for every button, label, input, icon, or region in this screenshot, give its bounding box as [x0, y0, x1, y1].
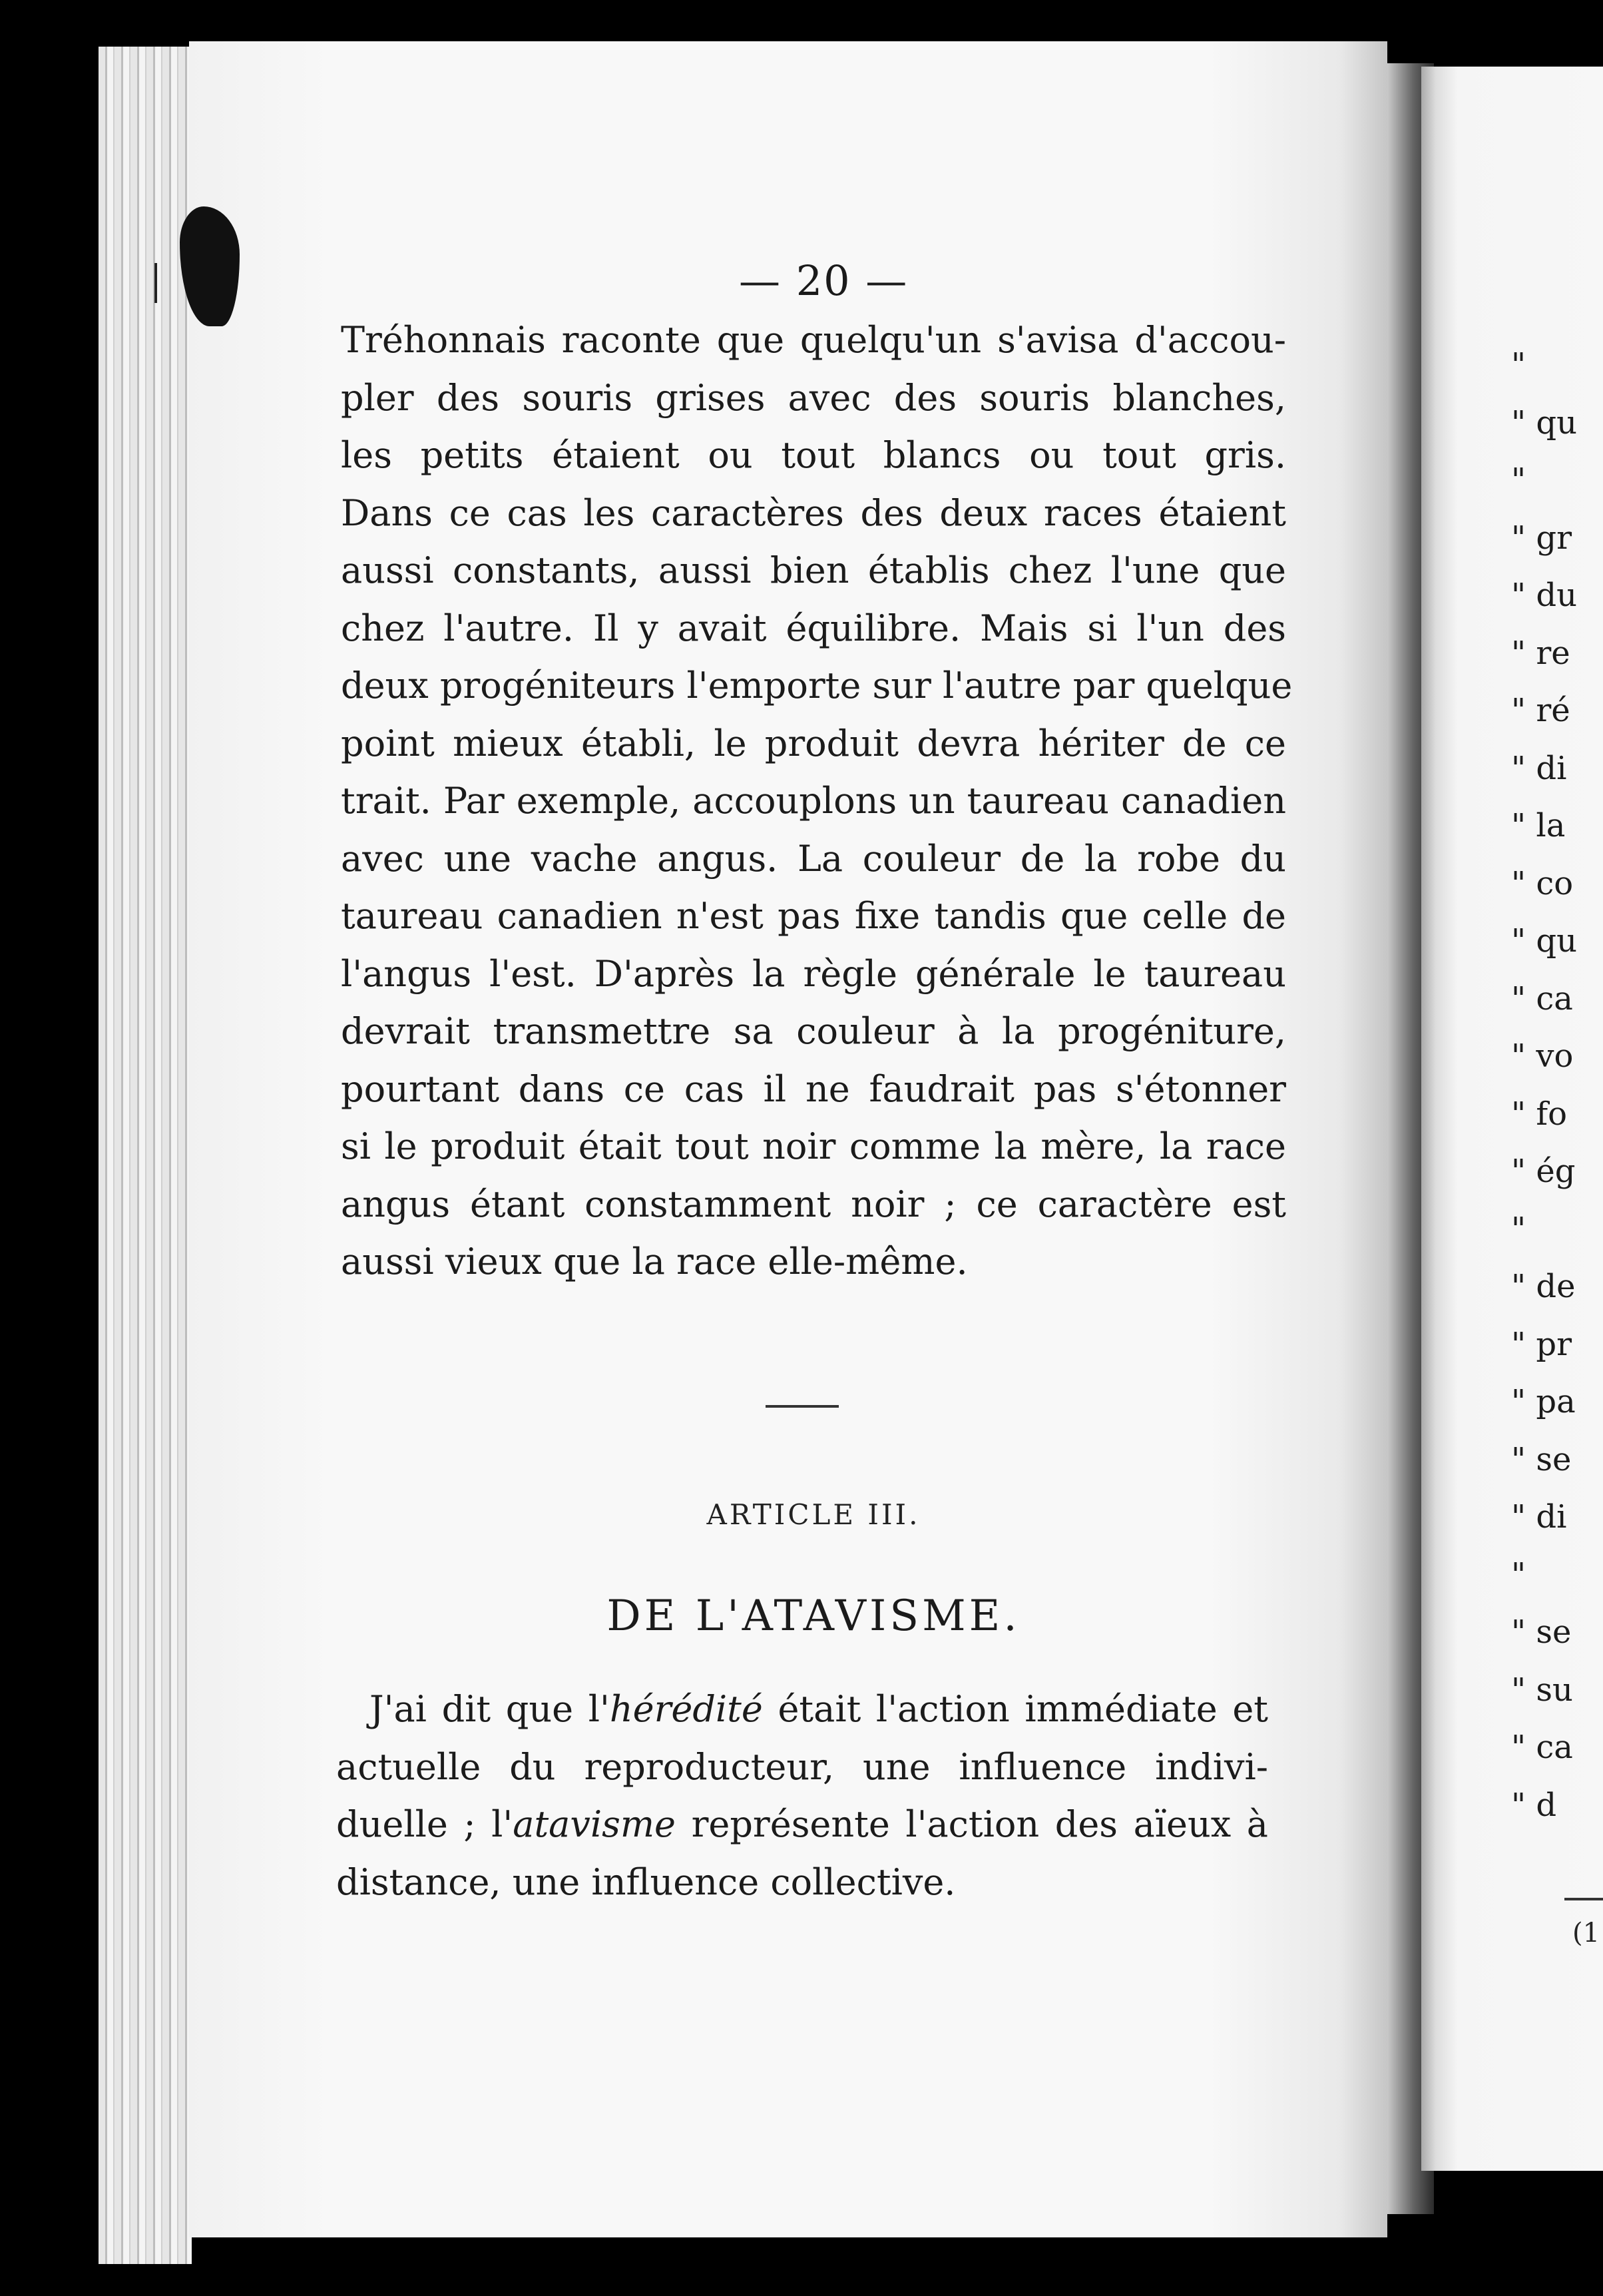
fragment: " di [1511, 1498, 1567, 1536]
text-line: aussi constants, aussi bien établis chez l'une que [341, 549, 1286, 591]
fragment: " ca [1511, 1729, 1573, 1766]
right-page-text [1511, 336, 1603, 1834]
text-line: angus étant constamment noir ; ce caractère est [341, 1183, 1286, 1225]
text-line [336, 1681, 1268, 1739]
fragment: " de [1511, 1268, 1576, 1305]
emphasis-heredite: hérédité [609, 1688, 763, 1730]
fragment: " su [1511, 1671, 1573, 1709]
text-line: trait. Par exemple, accouplons un taureau canadien [341, 780, 1286, 822]
text-line: devrait transmettre sa couleur à la progéniture, [341, 1010, 1286, 1052]
text-line: distance, une influence collective. [336, 1861, 956, 1903]
fragment: " se [1511, 1613, 1572, 1651]
fragment: " pa [1511, 1383, 1576, 1420]
fragment: " d [1511, 1786, 1557, 1824]
fragment: " qu [1511, 404, 1577, 441]
paragraph-2 [336, 1681, 1268, 1911]
text-line: si le produit était tout noir comme la mère, la race [341, 1125, 1286, 1167]
fragment: " fo [1511, 1095, 1567, 1133]
text-line: l'angus l'est. D'après la règle générale le taureau [341, 952, 1286, 995]
fragment: " qu [1511, 922, 1577, 960]
paragraph-1 [341, 312, 1293, 1291]
fragment: " la [1511, 807, 1566, 844]
text-line: pler des souris grises avec des souris blanches, [341, 376, 1286, 419]
fragment: " pr [1511, 1325, 1572, 1363]
page-edges [99, 47, 192, 2264]
fragment: " gr [1511, 519, 1572, 557]
footnote-rule [1564, 1898, 1603, 1900]
text-run: représente l'action des aïeux à [676, 1803, 1268, 1845]
emphasis-atavisme: atavisme [513, 1803, 676, 1845]
fragment: " [1511, 1556, 1526, 1593]
page-number: — 20 — [739, 256, 909, 305]
text-line: taureau canadien n'est pas fixe tandis que celle de [341, 895, 1286, 937]
fragment: " [1511, 461, 1526, 499]
text-run: était l'action immédiate et [762, 1688, 1268, 1730]
text-line: deux progéniteurs l'emporte sur l'autre par quelque [341, 665, 1293, 707]
text-run: J'ai dit que l' [369, 1688, 610, 1730]
text-run: duelle ; l' [336, 1803, 513, 1845]
text-line: actuelle du reproducteur, une influence indivi- [336, 1745, 1268, 1788]
fragment: " [1511, 346, 1526, 384]
article-title: DE L'ATAVISME. [606, 1591, 1021, 1641]
fragment: " ca [1511, 980, 1573, 1017]
fragment: " ég [1511, 1153, 1576, 1190]
footnote-marker: (1 [1572, 1918, 1600, 1948]
fragment: " di [1511, 749, 1567, 787]
text-line: Dans ce cas les caractères des deux races étaient [341, 491, 1286, 534]
article-label: ARTICLE III. [706, 1498, 921, 1531]
fragment: " se [1511, 1440, 1572, 1478]
fragment: " du [1511, 577, 1577, 614]
text-line: chez l'autre. Il y avait équilibre. Mais si l'un des [341, 607, 1286, 649]
text-line: point mieux établi, le produit devra hériter de ce [341, 722, 1286, 764]
fragment: " re [1511, 634, 1570, 672]
text-line: pourtant dans ce cas il ne faudrait pas s'étonner [341, 1067, 1286, 1110]
margin-mark [154, 263, 157, 303]
section-divider [766, 1405, 839, 1408]
fragment: " [1511, 1210, 1526, 1248]
text-line: les petits étaient ou tout blancs ou tout gris. [341, 434, 1286, 476]
text-line: avec une vache angus. La couleur de la robe du [341, 837, 1286, 880]
fragment: " ré [1511, 692, 1570, 729]
text-line: Tréhonnais raconte que quelqu'un s'avisa d'accou- [341, 319, 1286, 361]
text-line [336, 1796, 1268, 1854]
text-line: aussi vieux que la race elle-même. [341, 1241, 968, 1283]
fragment: " co [1511, 864, 1574, 902]
fragment: " vo [1511, 1037, 1574, 1075]
